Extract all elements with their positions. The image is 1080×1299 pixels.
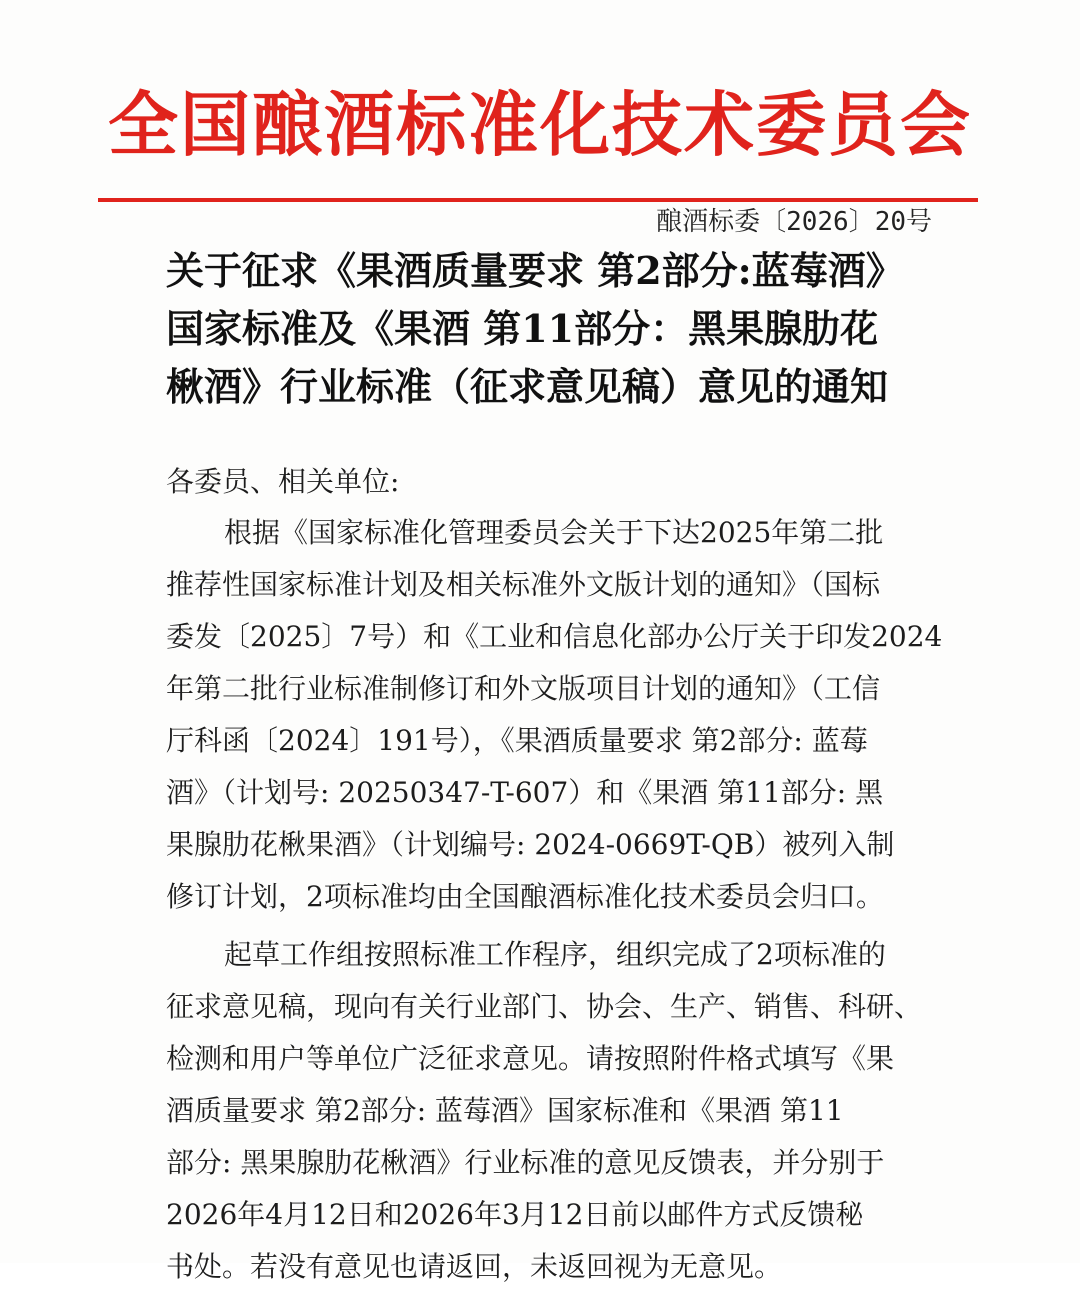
organization-letterhead: 全国酿酒标准化技术委员会 <box>108 83 972 166</box>
paragraph2-line: 征求意见稿，现向有关行业部门、协会、生产、销售、科研、 <box>166 990 923 1023</box>
paragraph1-line: 修订计划，2项标准均由全国酿酒标准化技术委员会归口。 <box>166 880 884 913</box>
title-line: 关于征求《果酒质量要求 第2部分:蓝莓酒》 <box>166 248 904 293</box>
paragraph2-line: 起草工作组按照标准工作程序，组织完成了2项标准的 <box>224 938 886 971</box>
document-number: 酿酒标委〔2026〕20号 <box>656 207 932 237</box>
paragraph2-line: 检测和用户等单位广泛征求意见。请按照附件格式填写《果 <box>166 1042 895 1075</box>
letterhead-divider <box>98 198 978 202</box>
paragraph1-line: 厅科函〔2024〕191号），《果酒质量要求 第2部分: 蓝莓 <box>166 724 868 757</box>
paragraph1-line: 推荐性国家标准计划及相关标准外文版计划的通知》（国标 <box>166 568 881 601</box>
title-line: 国家标准及《果酒 第11部分：黑果腺肋花 <box>166 306 879 351</box>
paragraph1-line: 委发〔2025〕7号）和《工业和信息化部办公厅关于印发2024 <box>166 620 943 653</box>
paragraph1-line: 年第二批行业标准制修订和外文版项目计划的通知》（工信 <box>166 672 881 705</box>
paragraph1-line: 根据《国家标准化管理委员会关于下达2025年第二批 <box>224 516 884 549</box>
paragraph2-line: 书处。若没有意见也请返回，未返回视为无意见。 <box>166 1250 783 1283</box>
body-text <box>166 513 943 1299</box>
paragraph2-line: 酒质量要求 第2部分: 蓝莓酒》国家标准和《果酒 第11 <box>166 1094 844 1127</box>
paragraph1-line: 果腺肋花楸果酒》（计划编号: 2024-0669T-QB）被列入制 <box>166 828 895 861</box>
paragraph1-line: 酒》（计划号: 20250347-T-607）和《果酒 第11部分: 黑 <box>166 776 884 809</box>
paragraph2-line: 部分: 黑果腺肋花楸酒》行业标准的意见反馈表，并分别于 <box>166 1146 885 1179</box>
salutation: 各委员、相关单位: <box>166 465 400 498</box>
paragraph2-line: 2026年4月12日和2026年3月12日前以邮件方式反馈秘 <box>166 1198 864 1231</box>
title-line: 楸酒》行业标准（征求意见稿）意见的通知 <box>166 364 889 409</box>
notice-title <box>166 242 946 416</box>
